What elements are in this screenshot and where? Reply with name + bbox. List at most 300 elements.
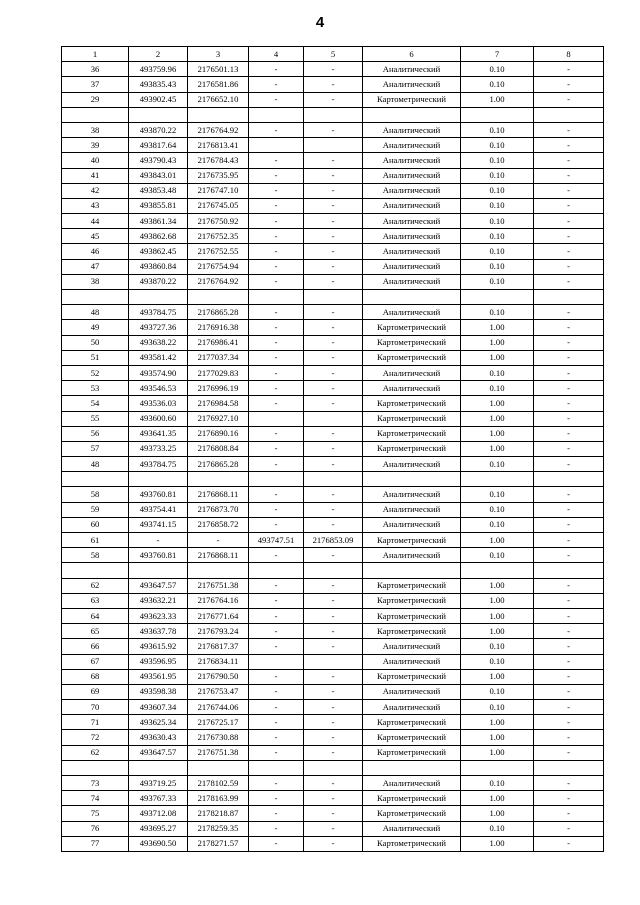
table-cell: -	[188, 533, 249, 548]
table-cell: Картометрический	[363, 791, 461, 806]
table-cell	[129, 290, 188, 305]
table-cell: 2176752.55	[188, 244, 249, 259]
table-cell: 493536.03	[129, 396, 188, 411]
table-row	[62, 350, 604, 365]
table-row	[62, 791, 604, 806]
table-cell: 0.10	[461, 684, 534, 699]
table-cell: -	[249, 593, 304, 608]
table-cell	[363, 563, 461, 578]
table-cell	[188, 472, 249, 487]
table-cell: 2176865.28	[188, 305, 249, 320]
table-cell: -	[534, 77, 604, 92]
table-row	[62, 548, 604, 563]
table-row	[62, 183, 604, 198]
table-cell: Картометрический	[363, 578, 461, 593]
column-header: 3	[188, 47, 249, 62]
table-cell: -	[534, 684, 604, 699]
table-cell: 1.00	[461, 791, 534, 806]
column-header: 1	[62, 47, 129, 62]
table-cell: -	[304, 502, 363, 517]
table-row	[62, 320, 604, 335]
table-cell: 493596.95	[129, 654, 188, 669]
table-cell: -	[534, 457, 604, 472]
table-cell: 0.10	[461, 183, 534, 198]
table-cell: 0.10	[461, 654, 534, 669]
table-cell: 0.10	[461, 305, 534, 320]
table-cell	[249, 411, 304, 426]
table-row	[62, 244, 604, 259]
table-cell: 493647.57	[129, 578, 188, 593]
table-cell: Картометрический	[363, 669, 461, 684]
table-cell: 2177037.34	[188, 350, 249, 365]
table-cell: 58	[62, 487, 129, 502]
table-cell: 2176652.10	[188, 92, 249, 107]
table-cell: -	[304, 396, 363, 411]
table-row	[62, 138, 604, 153]
table-cell: Картометрический	[363, 533, 461, 548]
table-cell: 493902.45	[129, 92, 188, 107]
table-row	[62, 593, 604, 608]
table-cell: 493630.43	[129, 730, 188, 745]
table-cell: 2176764.16	[188, 593, 249, 608]
table-body	[62, 62, 604, 852]
table-cell: -	[304, 350, 363, 365]
table-cell: -	[249, 457, 304, 472]
table-cell: -	[304, 183, 363, 198]
table-cell: 54	[62, 396, 129, 411]
table-cell: 2176984.58	[188, 396, 249, 411]
table-cell: 493754.41	[129, 502, 188, 517]
table-cell	[129, 472, 188, 487]
column-header: 4	[249, 47, 304, 62]
table-cell: -	[534, 365, 604, 380]
table-cell: -	[249, 229, 304, 244]
table-cell	[534, 760, 604, 775]
table-cell: 2176754.94	[188, 259, 249, 274]
table-cell: -	[304, 578, 363, 593]
table-cell: Картометрический	[363, 441, 461, 456]
table-cell: 0.10	[461, 776, 534, 791]
table-cell: 2176581.86	[188, 77, 249, 92]
table-cell: 49	[62, 320, 129, 335]
page-number: 4	[315, 14, 325, 31]
table-cell	[188, 760, 249, 775]
table-cell: -	[249, 274, 304, 289]
table-cell: 493561.95	[129, 669, 188, 684]
table-cell	[249, 472, 304, 487]
table-cell: 45	[62, 229, 129, 244]
table-cell: Картометрический	[363, 730, 461, 745]
table-cell: -	[304, 305, 363, 320]
table-cell: 1.00	[461, 350, 534, 365]
table-cell: 1.00	[461, 426, 534, 441]
table-cell: 493870.22	[129, 274, 188, 289]
table-cell	[129, 107, 188, 122]
table-cell: -	[304, 684, 363, 699]
table-cell: -	[249, 320, 304, 335]
table-cell: 43	[62, 198, 129, 213]
table-cell: 493598.38	[129, 684, 188, 699]
table-cell: Аналитический	[363, 153, 461, 168]
table-cell: -	[249, 198, 304, 213]
table-cell: 493637.78	[129, 624, 188, 639]
table-cell: -	[304, 92, 363, 107]
table-cell: 0.10	[461, 229, 534, 244]
table-cell: -	[534, 730, 604, 745]
header-row	[62, 47, 604, 62]
table-cell: Картометрический	[363, 335, 461, 350]
table-cell: 77	[62, 836, 129, 851]
table-cell: 75	[62, 806, 129, 821]
table-cell: -	[534, 836, 604, 851]
table-cell: 52	[62, 365, 129, 380]
table-cell: Картометрический	[363, 836, 461, 851]
table-cell: -	[304, 335, 363, 350]
table-cell: 55	[62, 411, 129, 426]
table-cell	[363, 760, 461, 775]
table-cell: -	[304, 244, 363, 259]
table-cell: Картометрический	[363, 624, 461, 639]
table-cell: Аналитический	[363, 654, 461, 669]
table-cell: 66	[62, 639, 129, 654]
table-cell: -	[304, 639, 363, 654]
table-cell: 48	[62, 457, 129, 472]
table-cell: 0.10	[461, 502, 534, 517]
table-cell: 0.10	[461, 198, 534, 213]
table-cell: 2176873.70	[188, 502, 249, 517]
table-cell: Картометрический	[363, 715, 461, 730]
table-cell: -	[249, 214, 304, 229]
table-cell: 493638.22	[129, 335, 188, 350]
table-cell: 56	[62, 426, 129, 441]
table-cell: -	[534, 426, 604, 441]
table-cell: -	[304, 198, 363, 213]
table-cell: 2176813.41	[188, 138, 249, 153]
table-cell: -	[249, 153, 304, 168]
table-cell: -	[534, 138, 604, 153]
column-header: 6	[363, 47, 461, 62]
table-cell: Аналитический	[363, 229, 461, 244]
table-cell	[363, 107, 461, 122]
table-cell: 1.00	[461, 624, 534, 639]
table-cell: -	[304, 791, 363, 806]
table-cell: -	[534, 381, 604, 396]
table-cell: -	[249, 381, 304, 396]
table-cell: 493695.27	[129, 821, 188, 836]
table-cell	[249, 138, 304, 153]
table-row	[62, 806, 604, 821]
table-row	[62, 335, 604, 350]
table-cell: Картометрический	[363, 608, 461, 623]
table-cell: -	[534, 335, 604, 350]
table-cell: 1.00	[461, 669, 534, 684]
table-row	[62, 62, 604, 77]
table-cell: 38	[62, 122, 129, 137]
table-cell: -	[249, 62, 304, 77]
table-cell: 493615.92	[129, 639, 188, 654]
table-row	[62, 153, 604, 168]
table-cell: 2176725.17	[188, 715, 249, 730]
table-cell: -	[249, 335, 304, 350]
table-cell: 0.10	[461, 381, 534, 396]
table-cell	[534, 290, 604, 305]
table-cell: 493760.81	[129, 548, 188, 563]
table-cell: -	[249, 441, 304, 456]
table-cell: 2176996.19	[188, 381, 249, 396]
table-cell: Картометрический	[363, 92, 461, 107]
table-cell: 2176752.35	[188, 229, 249, 244]
table-row	[62, 411, 604, 426]
table-row	[62, 365, 604, 380]
table-cell	[304, 107, 363, 122]
table-cell: 2176750.92	[188, 214, 249, 229]
table-cell: 48	[62, 305, 129, 320]
table-cell: 0.10	[461, 122, 534, 137]
table-cell: -	[304, 426, 363, 441]
table-cell: 2176927.10	[188, 411, 249, 426]
table-cell	[534, 563, 604, 578]
table-cell: 1.00	[461, 715, 534, 730]
table-row	[62, 624, 604, 639]
table-cell: -	[304, 745, 363, 760]
table-cell: -	[249, 715, 304, 730]
table-cell: 62	[62, 578, 129, 593]
table-cell: 1.00	[461, 745, 534, 760]
column-header: 8	[534, 47, 604, 62]
table-cell: 2176793.24	[188, 624, 249, 639]
table-cell: -	[249, 487, 304, 502]
table-cell: -	[534, 244, 604, 259]
table-cell: -	[304, 730, 363, 745]
table-cell	[304, 290, 363, 305]
table-cell: -	[249, 776, 304, 791]
table-cell: 41	[62, 168, 129, 183]
table-cell: 2176745.05	[188, 198, 249, 213]
table-cell: 493759.96	[129, 62, 188, 77]
table-cell: -	[534, 441, 604, 456]
table-cell: 58	[62, 548, 129, 563]
table-cell: 493641.35	[129, 426, 188, 441]
table-cell: -	[304, 229, 363, 244]
table-cell: 36	[62, 62, 129, 77]
table-cell	[304, 411, 363, 426]
table-cell: 493862.45	[129, 244, 188, 259]
table-cell: Аналитический	[363, 639, 461, 654]
table-cell: 493835.43	[129, 77, 188, 92]
table-cell: 1.00	[461, 411, 534, 426]
table-separator-row	[62, 472, 604, 487]
table-cell	[249, 654, 304, 669]
table-cell: Аналитический	[363, 821, 461, 836]
table-cell: Аналитический	[363, 183, 461, 198]
table-cell: 2176865.28	[188, 457, 249, 472]
table-cell: -	[304, 274, 363, 289]
table-row	[62, 92, 604, 107]
table-cell: 2176501.13	[188, 62, 249, 77]
table-cell: 60	[62, 517, 129, 532]
table-row	[62, 229, 604, 244]
table-row	[62, 396, 604, 411]
table-cell	[249, 107, 304, 122]
table-cell: 493625.34	[129, 715, 188, 730]
table-cell: -	[304, 62, 363, 77]
table-cell: 493690.50	[129, 836, 188, 851]
table-cell	[62, 472, 129, 487]
table-cell: -	[304, 548, 363, 563]
table-row	[62, 259, 604, 274]
table-cell: 1.00	[461, 608, 534, 623]
table-cell: -	[249, 517, 304, 532]
table-cell: -	[249, 183, 304, 198]
table-cell: -	[304, 381, 363, 396]
table-cell: -	[304, 457, 363, 472]
table-cell: -	[304, 517, 363, 532]
table-cell	[304, 760, 363, 775]
table-cell: 493581.42	[129, 350, 188, 365]
table-cell: 493784.75	[129, 305, 188, 320]
table-cell: 2176817.37	[188, 639, 249, 654]
table-cell: 76	[62, 821, 129, 836]
table-cell: -	[534, 608, 604, 623]
table-cell: Аналитический	[363, 517, 461, 532]
table-cell: 74	[62, 791, 129, 806]
table-separator-row	[62, 760, 604, 775]
table-cell: Картометрический	[363, 593, 461, 608]
table-cell: -	[534, 320, 604, 335]
table-cell: -	[534, 183, 604, 198]
table-row	[62, 821, 604, 836]
table-cell: 493853.48	[129, 183, 188, 198]
table-cell: 0.10	[461, 639, 534, 654]
table-cell: 493712.08	[129, 806, 188, 821]
table-cell: 57	[62, 441, 129, 456]
table-cell: -	[304, 168, 363, 183]
table-cell: Аналитический	[363, 684, 461, 699]
table-cell: 2176771.64	[188, 608, 249, 623]
table-cell: 2178259.35	[188, 821, 249, 836]
table-cell: 2176868.11	[188, 487, 249, 502]
table-cell: -	[534, 806, 604, 821]
table-cell: 0.10	[461, 138, 534, 153]
table-cell: 0.10	[461, 214, 534, 229]
table-cell: Картометрический	[363, 426, 461, 441]
table-cell: -	[249, 122, 304, 137]
table-cell: -	[534, 274, 604, 289]
table-row	[62, 639, 604, 654]
table-cell: 2176751.38	[188, 745, 249, 760]
table-row	[62, 305, 604, 320]
table-cell: 493733.25	[129, 441, 188, 456]
table-cell: -	[534, 578, 604, 593]
table-cell: 2176808.84	[188, 441, 249, 456]
table-cell: 493767.33	[129, 791, 188, 806]
table-cell: -	[534, 122, 604, 137]
table-cell: -	[534, 821, 604, 836]
table-cell: -	[304, 259, 363, 274]
table-cell: -	[534, 92, 604, 107]
table-cell: -	[249, 639, 304, 654]
table-cell: 1.00	[461, 730, 534, 745]
table-cell: -	[534, 214, 604, 229]
table-cell: 493784.75	[129, 457, 188, 472]
table-row	[62, 669, 604, 684]
table-row	[62, 684, 604, 699]
table-cell: -	[534, 168, 604, 183]
table-cell: -	[304, 836, 363, 851]
table-cell: 2178218.87	[188, 806, 249, 821]
table-cell: 2176730.88	[188, 730, 249, 745]
table-row	[62, 441, 604, 456]
table-cell: 0.10	[461, 517, 534, 532]
table-cell: -	[534, 411, 604, 426]
column-header: 7	[461, 47, 534, 62]
table-cell	[304, 654, 363, 669]
table-cell: 50	[62, 335, 129, 350]
table-row	[62, 730, 604, 745]
table-cell: -	[304, 669, 363, 684]
table-cell: -	[304, 608, 363, 623]
table-row	[62, 715, 604, 730]
table-cell: -	[249, 77, 304, 92]
table-row	[62, 426, 604, 441]
table-cell: Аналитический	[363, 214, 461, 229]
table-cell: -	[249, 745, 304, 760]
table-cell: 0.10	[461, 487, 534, 502]
table-cell: Картометрический	[363, 320, 461, 335]
table-cell: 37	[62, 77, 129, 92]
table-cell: Аналитический	[363, 487, 461, 502]
table-cell: -	[249, 350, 304, 365]
table-cell: 493862.68	[129, 229, 188, 244]
table-cell: 493790.43	[129, 153, 188, 168]
table-cell: 493747.51	[249, 533, 304, 548]
table-separator-row	[62, 290, 604, 305]
table-cell: Аналитический	[363, 168, 461, 183]
table-cell: 0.10	[461, 274, 534, 289]
table-cell: 0.10	[461, 168, 534, 183]
table-cell: -	[304, 715, 363, 730]
table-cell	[304, 138, 363, 153]
table-cell: 68	[62, 669, 129, 684]
table-cell: 2177029.83	[188, 365, 249, 380]
table-cell: 0.10	[461, 457, 534, 472]
table-cell: 0.10	[461, 821, 534, 836]
table-cell: 2176986.41	[188, 335, 249, 350]
table-cell: 62	[62, 745, 129, 760]
table-cell: 0.10	[461, 62, 534, 77]
table-cell: -	[534, 487, 604, 502]
table-cell: -	[249, 92, 304, 107]
table-cell: 1.00	[461, 836, 534, 851]
table-cell: 42	[62, 183, 129, 198]
table-cell: -	[304, 441, 363, 456]
table-cell	[62, 760, 129, 775]
table-cell: 493870.22	[129, 122, 188, 137]
table-row	[62, 517, 604, 532]
table-cell: -	[534, 229, 604, 244]
table-cell: 493760.81	[129, 487, 188, 502]
table-cell: -	[534, 153, 604, 168]
table-cell: 73	[62, 776, 129, 791]
table-cell: 0.10	[461, 548, 534, 563]
table-cell: 39	[62, 138, 129, 153]
table-cell: -	[249, 700, 304, 715]
table-cell	[461, 760, 534, 775]
table-cell: -	[534, 502, 604, 517]
table-cell: 493574.90	[129, 365, 188, 380]
table-cell: -	[249, 669, 304, 684]
table-separator-row	[62, 107, 604, 122]
